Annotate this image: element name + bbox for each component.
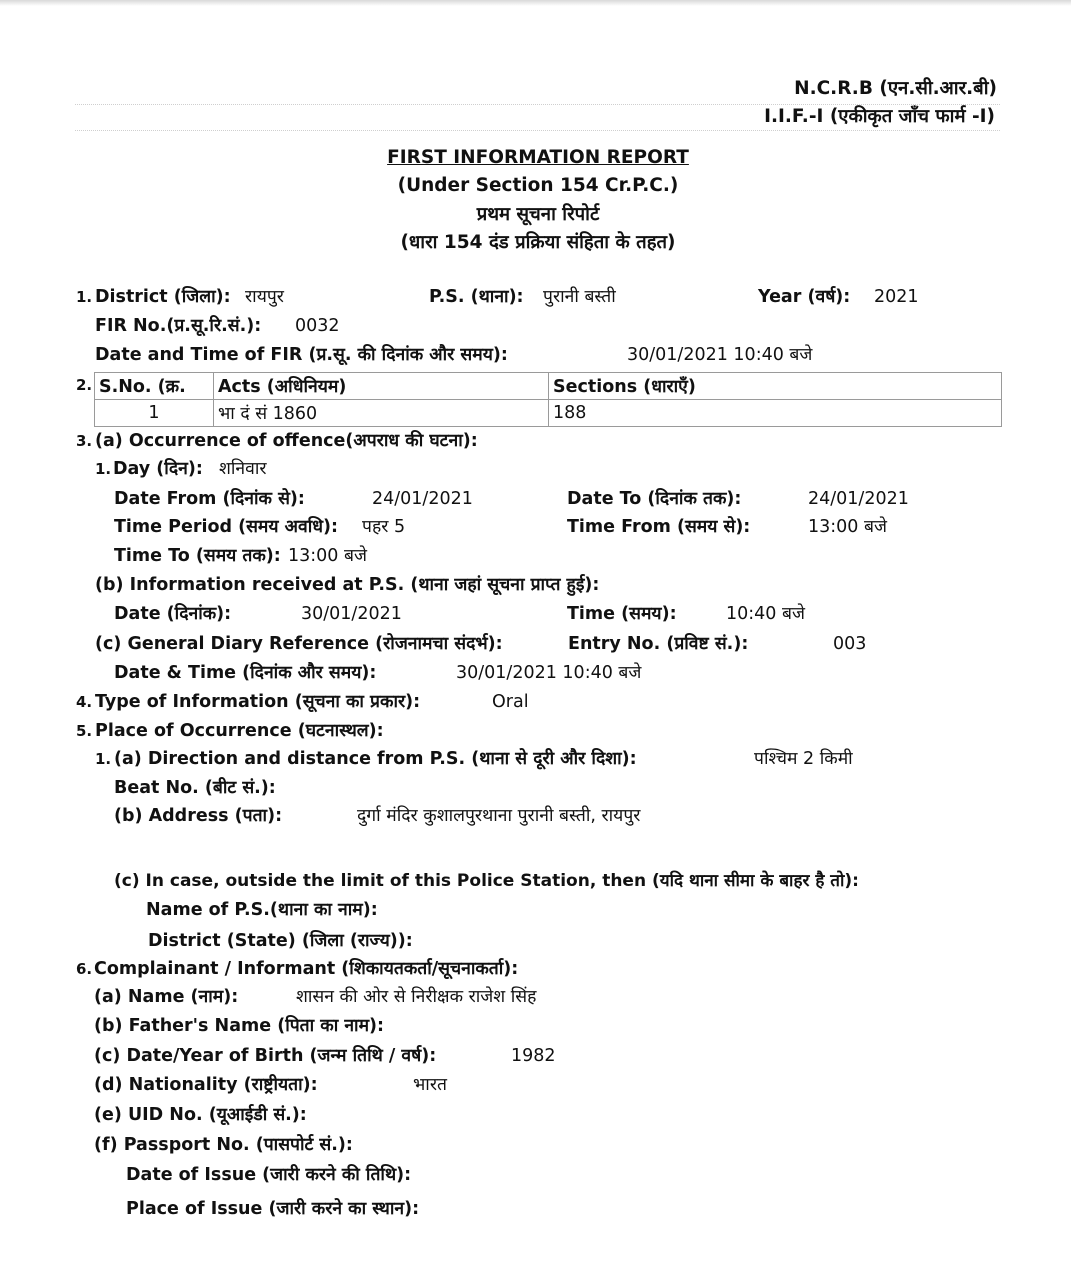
direction-distance-label: (a) Direction and distance from P.S. (थाना से दूरी और दिशा): — [114, 749, 637, 769]
received-date-label: Date (दिनांक): — [114, 604, 232, 624]
passport-label: (f) Passport No. (पासपोर्ट सं.): — [94, 1135, 353, 1155]
received-date-value: 30/01/2021 — [301, 604, 402, 624]
acts-table — [94, 372, 1002, 427]
section-2-number: 2. — [76, 376, 93, 394]
section-5-number: 5. — [76, 722, 93, 740]
date-to-label: Date To (दिनांक तक): — [567, 489, 742, 509]
birth-year-value: 1982 — [511, 1046, 556, 1066]
beat-number-label: Beat No. (बीट सं.): — [114, 778, 276, 798]
nationality-label: (d) Nationality (राष्ट्रीयता): — [94, 1075, 318, 1095]
occurrence-label: (a) Occurrence of offence(अपराध की घटना): — [95, 431, 478, 451]
date-from-value: 24/01/2021 — [372, 489, 473, 509]
fir-number-label: FIR No.(प्र.सू.रि.सं.): — [95, 316, 262, 336]
report-title-hindi: प्रथम सूचना रिपोर्ट — [476, 204, 600, 225]
birth-year-label: (c) Date/Year of Birth (जन्म तिथि / वर्ष): — [94, 1046, 437, 1066]
outside-limit-label: (c) In case, outside the limit of this Police Station, then (यदि थाना सीमा के बाहर है तो): — [114, 871, 859, 891]
issue-place-label: Place of Issue (जारी करने का स्थान): — [126, 1199, 420, 1219]
received-time-label: Time (समय): — [567, 604, 677, 624]
general-diary-label: (c) General Diary Reference (रोजनामचा संदर्भ): — [95, 634, 503, 654]
district-label: District (जिला): — [95, 287, 231, 307]
place-of-occurrence-label: Place of Occurrence (घटनास्थल): — [95, 721, 384, 741]
section-6-number: 6. — [76, 960, 93, 978]
time-period-label: Time Period (समय अवधि): — [114, 517, 339, 537]
year-label: Year (वर्ष): — [758, 287, 851, 307]
complainant-name-value: शासन की ओर से निरीक्षक राजेश सिंह — [296, 987, 537, 1007]
uid-label: (e) UID No. (यूआईडी सं.): — [94, 1105, 307, 1125]
time-to-value: 13:00 बजे — [288, 546, 367, 566]
police-station-label: P.S. (थाना): — [429, 287, 524, 307]
entry-number-label: Entry No. (प्रविष्ट सं.): — [568, 634, 749, 654]
header-divider-2 — [75, 130, 1000, 131]
diary-datetime-value: 30/01/2021 10:40 बजे — [456, 663, 642, 683]
serial-number-header: S.No. (क्र. — [95, 373, 214, 400]
report-title: FIRST INFORMATION REPORT — [387, 147, 689, 168]
header-divider-1 — [75, 104, 1000, 105]
info-type-value: Oral — [492, 692, 529, 712]
complainant-name-label: (a) Name (नाम): — [94, 987, 239, 1007]
year-value: 2021 — [874, 287, 919, 307]
nationality-value: भारत — [413, 1075, 447, 1095]
address-value: दुर्गा मंदिर कुशालपुरथाना पुरानी बस्ती, रायपुर — [357, 806, 641, 826]
section-4-number: 4. — [76, 693, 93, 711]
act-cell: भा दं सं 1860 — [214, 400, 549, 427]
iif-heading: I.I.F.-I (एकीकृत जाँच फार्म -I) — [764, 106, 995, 127]
sections-header: Sections (धाराएँ) — [549, 373, 1002, 400]
section-1-number: 1. — [76, 288, 93, 306]
fir-datetime-value: 30/01/2021 10:40 बजे — [627, 345, 813, 365]
father-name-label: (b) Father's Name (पिता का नाम): — [94, 1016, 385, 1036]
day-number: 1. — [95, 460, 112, 478]
direction-distance-value: पश्चिम 2 किमी — [754, 749, 853, 769]
diary-datetime-label: Date & Time (दिनांक और समय): — [114, 663, 377, 683]
time-to-label: Time To (समय तक): — [114, 546, 281, 566]
date-from-label: Date From (दिनांक से): — [114, 489, 305, 509]
section-cell: 188 — [549, 400, 1002, 427]
date-to-value: 24/01/2021 — [808, 489, 909, 509]
outside-district-label: District (State) (जिला (राज्य)): — [148, 931, 413, 951]
day-value: शनिवार — [219, 459, 267, 479]
complainant-label: Complainant / Informant (शिकायतकर्ता/सूचनाकर्ता): — [94, 959, 519, 979]
issue-date-label: Date of Issue (जारी करने की तिथि): — [126, 1165, 412, 1185]
fir-datetime-label: Date and Time of FIR (प्र.सू. की दिनांक और समय): — [95, 345, 508, 365]
table-row — [95, 400, 1002, 427]
address-label: (b) Address (पता): — [114, 806, 283, 826]
acts-table-header-row — [95, 373, 1002, 400]
info-received-label: (b) Information received at P.S. (थाना जहां सूचना प्राप्त हुई): — [95, 575, 600, 595]
received-time-value: 10:40 बजे — [726, 604, 805, 624]
fir-number-value: 0032 — [295, 316, 340, 336]
info-type-label: Type of Information (सूचना का प्रकार): — [95, 692, 421, 712]
page-top-edge — [0, 0, 1071, 6]
police-station-value: पुरानी बस्ती — [543, 287, 616, 307]
place-sub-number: 1. — [95, 750, 112, 768]
day-label: Day (दिन): — [113, 459, 203, 479]
outside-ps-name-label: Name of P.S.(थाना का नाम): — [146, 900, 378, 920]
entry-number-value: 003 — [833, 634, 867, 654]
acts-header: Acts (अधिनियम) — [214, 373, 549, 400]
time-from-value: 13:00 बजे — [808, 517, 887, 537]
time-period-value: पहर 5 — [362, 517, 406, 537]
ncrb-heading: N.C.R.B (एन.सी.आर.बी) — [794, 78, 997, 99]
serial-number-cell: 1 — [95, 400, 214, 427]
section-3-number: 3. — [76, 432, 93, 450]
district-value: रायपुर — [245, 287, 284, 307]
report-subtitle-hindi: (धारा 154 दंड प्रक्रिया संहिता के तहत) — [400, 232, 676, 253]
report-subtitle: (Under Section 154 Cr.P.C.) — [397, 175, 679, 196]
time-from-label: Time From (समय से): — [567, 517, 751, 537]
